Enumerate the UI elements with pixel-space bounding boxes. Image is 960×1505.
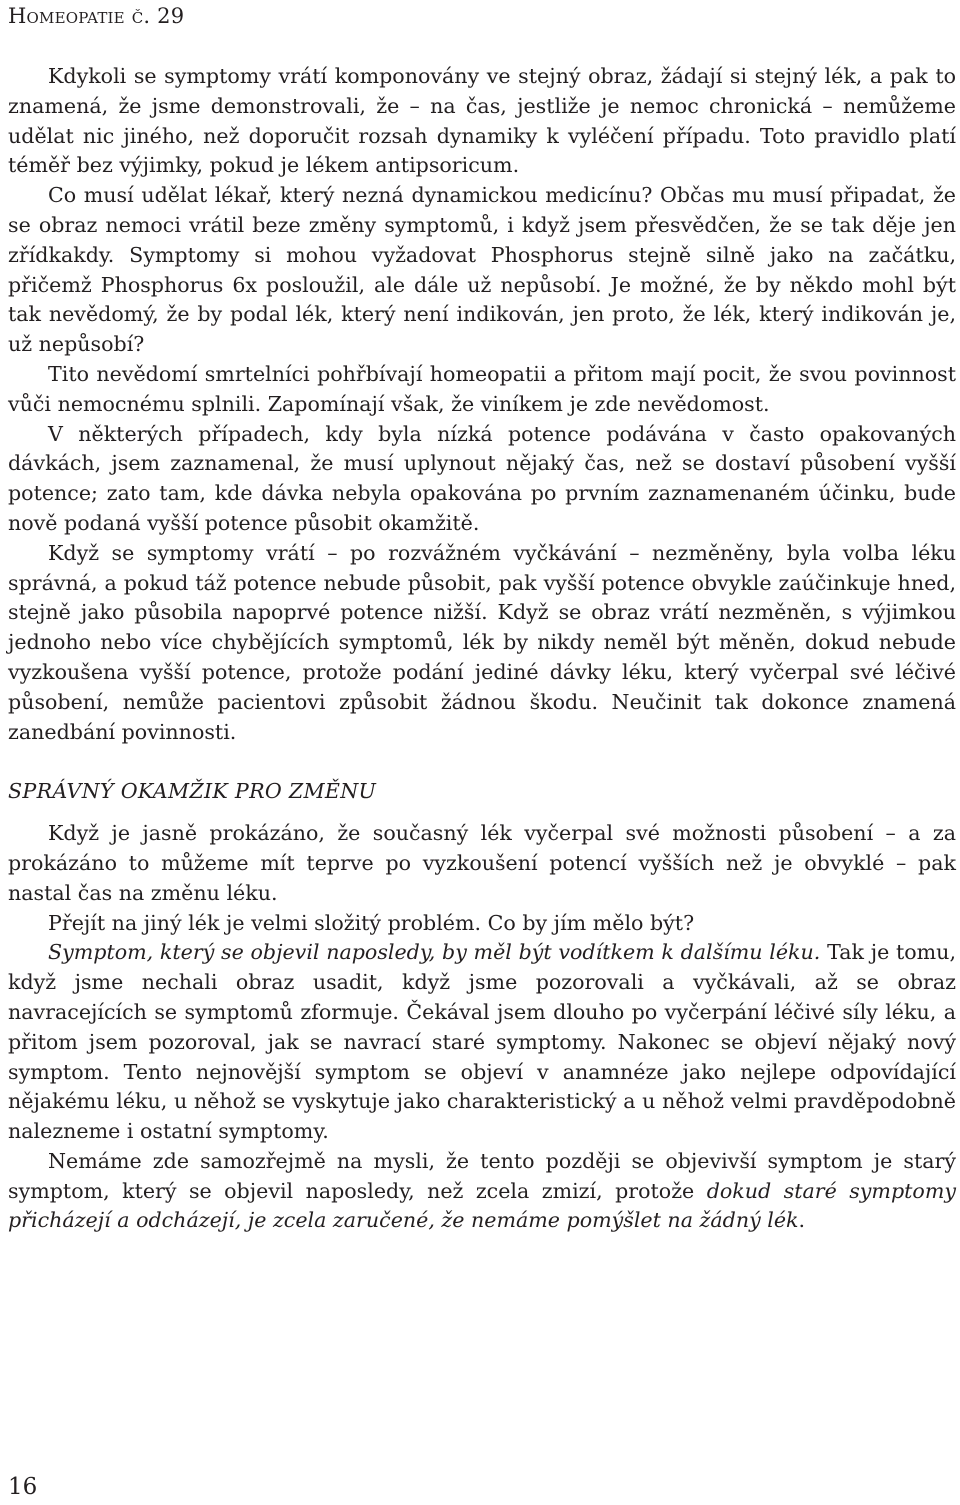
body-text bbox=[8, 62, 956, 1236]
paragraph: Co musí udělat lékař, který nezná dynamickou medicínu? Občas mu musí připadat, že se obraz nemoci vrátil beze změny symptomů, i když jsem přesvědčen, že se tak děje jen zřídkakdy. Symptomy si mohou vyžadovat Phosphorus stejně silně jako na začátku, přičemž Phosphorus 6x posloužil, ale dále už nepůsobí. Je možné, že by někdo mohl být tak nevědomý, že by podal lék, který není indikován, jen proto, že lék, který indikován je, už nepůsobí? bbox=[8, 183, 956, 357]
paragraph-text: Tak je tomu, když jsme nechali obraz usadit, když jsme pozorovali a vyčkávali, až se obraz navracejících se symptomů zformuje. Čekával jsem dlouho po vyčerpání léčivé síly léku, a přitom jsem pozoroval, jak se navrací staré symptomy. Nakonec se objeví nějaký nový symptom. Tento nejnovější symptom se objeví v anamnéze jako nejlepe odpovídající nějakému léku, u něhož se vyskytuje jako charakteristický a u něhož velmi pravděpodobně nalezneme i ostatní symptomy. bbox=[8, 940, 956, 1144]
paragraph: Kdykoli se symptomy vrátí komponovány ve stejný obraz, žádají si stejný lék, a pak to znamená, že jsme demonstrovali, že – na čas, jestliže je nemoc chronická – nemůžeme udělat nic jiného, než doporučit rozsah dynamiky k vyléčení případu. Toto pravidlo platí téměř bez výjimky, pokud je lékem antipsoricum. bbox=[8, 64, 956, 178]
paragraph: Když je jasně prokázáno, že současný lék vyčerpal své možnosti působení – a za prokázáno to můžeme mít teprve po vyzkoušení potencí vyšších než je obvyklé – pak nastal čas na změnu léku. bbox=[8, 821, 956, 905]
page-number: 16 bbox=[8, 1474, 38, 1500]
paragraph: Přejít na jiný lék je velmi složitý problém. Co by jím mělo být? bbox=[48, 910, 695, 935]
paragraph: Když se symptomy vrátí – po rozvážném vyčkávání – nezměněny, byla volba léku správná, a pokud táž potence nebude působit, pak vyšší potence obvykle zaúčinkuje hned, stejně jako působila napoprvé potence nižší. Když se obraz vrátí nezměněn, s výjimkou jednoho nebo více chybějících symptomů, lék by nikdy neměl být měněn, dokud nebude vyzkoušena vyšší potence, protože podání jediné dávky léku, který vyčerpal své léčivé působení, nemůže pacientovi způsobit žádnou škodu. Neučinit tak dokonce znamená zanedbání povinnosti. bbox=[8, 540, 956, 744]
italic-emphasis: Symptom, který se objevil naposledy, by měl být vodítkem k dalšímu léku. bbox=[48, 940, 821, 965]
section-heading: SPRÁVNÝ OKAMŽIK PRO ZMĚNU bbox=[8, 779, 377, 804]
paragraph bbox=[8, 938, 956, 1147]
paragraph: Tito nevědomí smrtelníci pohřbívají homeopatii a přitom mají pocit, že svou povinnost vůči nemocnému splnili. Zapomínají však, že viníkem je zde nevědomost. bbox=[8, 361, 956, 416]
paragraph-text: . bbox=[798, 1208, 806, 1233]
running-head-issue: 29 bbox=[157, 4, 185, 28]
running-head bbox=[8, 2, 184, 30]
paragraph: V některých případech, kdy byla nízká potence podávána v často opakovaných dávkách, jsem zaznamenal, že musí uplynout nějaký čas, než se dostaví působení vyšší potence; zato tam, kde dávka nebyla opakována po prvním zaznamenaném účinku, bude nově podaná vyšší potence působit okamžitě. bbox=[8, 421, 956, 535]
paragraph-text: Nemáme zde samozřejmě na mysli, že tento později se objevivší symptom je starý symptom, který se objevil naposledy, než zcela zmizí, protože bbox=[8, 1148, 956, 1203]
running-head-title: Homeopatie č. bbox=[8, 4, 151, 28]
italic-emphasis: dokud staré symptomy přicházejí a odcházejí, je zcela zaručené, že nemáme pomýšlet na žádný lék bbox=[8, 1178, 956, 1233]
paragraph bbox=[8, 1147, 956, 1236]
